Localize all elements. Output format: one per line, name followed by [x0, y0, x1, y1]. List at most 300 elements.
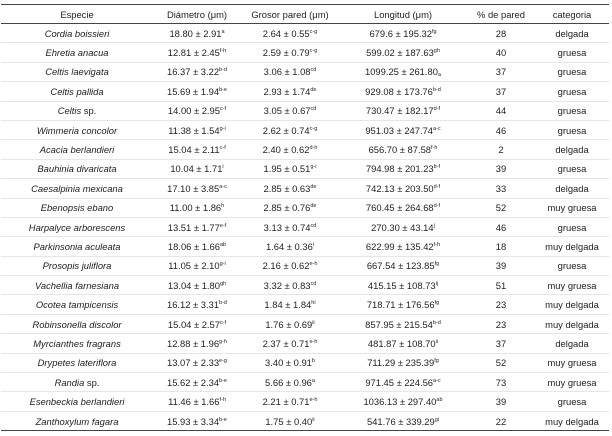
length-value: 742.13 ± 203.50 [365, 182, 434, 194]
length-value: 415.15 ± 108.73 [367, 279, 436, 291]
diameter-value: 15.93 ± 3.34 [166, 415, 220, 427]
wall-thickness-significance: g-i [310, 164, 317, 171]
diameter-value: 18.80 ± 2.91 [169, 27, 222, 39]
diameter-cell [153, 314, 241, 333]
species-cell [1, 82, 153, 101]
length-significance: ab [436, 397, 443, 404]
table-row [1, 256, 609, 275]
length-value: 656.70 ± 87.58 [368, 144, 432, 156]
length-significance: a-c [433, 377, 441, 384]
diameter-cell [153, 411, 241, 430]
wall-thickness-value: 2.40 ± 0.62 [262, 144, 310, 156]
wall-thickness-cell [241, 140, 339, 159]
length-value: 1099.25 ± 261.80 [365, 66, 438, 78]
species-name: Celtis laevigata [45, 66, 109, 78]
species-cell [1, 101, 153, 120]
header-grosor-pared: Grosor pared (μm) [241, 5, 339, 24]
length-significance: f-h [433, 241, 441, 248]
wall-thickness-cell [241, 43, 339, 62]
table-row [1, 411, 609, 430]
length-cell [339, 334, 467, 353]
length-cell [339, 237, 467, 256]
wall-thickness-value: 3.13 ± 0.74 [263, 221, 311, 233]
data-table [1, 4, 609, 431]
diameter-significance: e-f [219, 222, 227, 229]
species-name: Caesalpinia mexicana [31, 182, 123, 194]
length-value: 622.99 ± 135.42 [365, 240, 434, 252]
wall-thickness-significance: ii [312, 319, 315, 326]
category-cell: gruesa [535, 159, 609, 178]
length-significance: gh [433, 48, 440, 55]
length-significance: fg [434, 261, 440, 268]
diameter-cell [153, 159, 241, 178]
length-value: 718.71 ± 176.56 [366, 299, 435, 311]
category-cell: muy gruesa [535, 276, 609, 295]
diameter-value: 16.12 ± 3.31 [166, 299, 220, 311]
wall-thickness-cell [241, 120, 339, 139]
length-value: 730.47 ± 182.17 [365, 105, 434, 117]
species-cell [1, 43, 153, 62]
header-row [1, 5, 609, 24]
length-cell [339, 256, 467, 275]
category-cell: muy gruesa [535, 373, 609, 392]
diameter-cell [153, 237, 241, 256]
category-cell: gruesa [535, 101, 609, 120]
length-significance: a-c [433, 125, 441, 132]
species-cell [1, 24, 153, 43]
length-significance: fg [434, 300, 440, 307]
diameter-cell [153, 373, 241, 392]
wall-percent-cell: 39 [467, 159, 535, 178]
wall-thickness-significance: c-g [309, 28, 318, 35]
length-value: 857.95 ± 215.54 [365, 318, 433, 330]
wall-thickness-value: 1.84 ± 1.84 [264, 299, 312, 311]
length-significance: ii [435, 338, 439, 345]
length-cell [339, 101, 467, 120]
species-cell [1, 256, 153, 275]
diameter-value: 15.04 ± 2.11 [168, 144, 220, 156]
wall-thickness-significance: cd [310, 222, 317, 229]
category-cell: delgada [535, 334, 609, 353]
species-name: Wimmeria concolor [36, 124, 118, 136]
diameter-significance: c-f [219, 106, 227, 113]
wall-thickness-cell [241, 82, 339, 101]
category-cell: muy delgada [535, 237, 609, 256]
diameter-significance: c-f [219, 319, 227, 326]
wall-thickness-value: 2.85 ± 0.63 [263, 182, 311, 194]
diameter-significance: ab [219, 241, 227, 248]
header-categoria: categoria [535, 5, 609, 24]
wall-percent-cell: 23 [467, 295, 535, 314]
length-significance: f-h [431, 145, 438, 152]
length-value: 667.54 ± 123.85 [366, 260, 435, 272]
species-name: Bauhinia divaricata [37, 163, 117, 175]
wall-thickness-significance: cd [310, 106, 317, 113]
table-row [1, 295, 609, 314]
wall-thickness-cell [241, 334, 339, 353]
wall-thickness-value: 1.64 ± 0.36 [265, 240, 313, 252]
diameter-value: 13.51 ± 1.77 [167, 221, 220, 233]
table-row [1, 237, 609, 256]
diameter-cell [153, 295, 241, 314]
wall-thickness-significance: cd [310, 67, 317, 74]
diameter-significance: i [222, 164, 224, 171]
wall-thickness-significance: c-g [309, 125, 318, 132]
length-cell [339, 295, 467, 314]
species-name: Esenbeckia berlandieri [29, 396, 125, 408]
wall-thickness-value: 2.37 ± 0.71 [262, 337, 310, 349]
wall-percent-cell: 51 [467, 276, 535, 295]
wall-thickness-value: 3.06 ± 1.08 [263, 66, 311, 78]
wall-thickness-significance: de [310, 86, 317, 93]
header-porcentaje-pared: % de pared [467, 5, 535, 24]
wall-percent-cell: 23 [467, 314, 535, 333]
species-cell [1, 334, 153, 353]
species-name: Ebenopsis ebano [40, 202, 114, 214]
length-value: 270.30 ± 43.14 [371, 221, 434, 233]
wall-thickness-significance: b [311, 358, 315, 365]
diameter-cell [153, 353, 241, 372]
wall-thickness-value: 2.62 ± 0.74 [262, 124, 310, 136]
length-cell [339, 373, 467, 392]
length-significance: b-f [433, 164, 441, 171]
wall-thickness-significance: i [312, 241, 315, 248]
wall-thickness-significance: hi [311, 300, 316, 307]
wall-percent-cell: 2 [467, 140, 535, 159]
wall-thickness-cell [241, 217, 339, 236]
table-row [1, 62, 609, 81]
wall-thickness-significance: ii [312, 416, 315, 423]
length-cell [339, 24, 467, 43]
wall-percent-cell: 39 [467, 392, 535, 411]
wall-thickness-significance: a [311, 377, 315, 384]
length-cell [339, 120, 467, 139]
length-significance: fg [434, 358, 439, 365]
table-row [1, 179, 609, 198]
wall-percent-cell: 37 [467, 82, 535, 101]
table-row [1, 314, 609, 333]
wall-thickness-cell [241, 353, 339, 372]
length-value: 929.08 ± 173.76 [365, 85, 433, 97]
diameter-significance: g-i [219, 261, 226, 268]
wall-thickness-value: 2.93 ± 1.74 [263, 85, 311, 97]
length-significance: d-f [433, 203, 441, 210]
diameter-value: 12.81 ± 2.45 [167, 47, 220, 59]
wall-percent-cell: 33 [467, 179, 535, 198]
wall-thickness-value: 3.05 ± 0.67 [263, 105, 311, 117]
species-cell [1, 120, 153, 139]
species-cell [1, 159, 153, 178]
species-cell [1, 276, 153, 295]
wall-thickness-value: 2.85 ± 0.76 [263, 202, 311, 214]
wall-thickness-significance: d-h [309, 145, 318, 152]
category-cell: gruesa [535, 82, 609, 101]
species-name: Prosopis juliflora [42, 260, 112, 272]
diameter-cell [153, 179, 241, 198]
table-row [1, 217, 609, 236]
wall-thickness-value: 1.76 ± 0.69 [265, 318, 313, 330]
wall-thickness-value: 2.16 ± 0.62 [262, 260, 310, 272]
length-cell [339, 392, 467, 411]
wall-percent-cell: 52 [467, 198, 535, 217]
wall-thickness-cell [241, 373, 339, 392]
diameter-value: 11.05 ± 2.10 [168, 260, 220, 272]
table-row [1, 101, 609, 120]
diameter-significance: f-h [219, 397, 226, 404]
length-significance: d-f [433, 106, 441, 113]
diameter-significance: b-d [219, 67, 227, 74]
species-cell [1, 140, 153, 159]
length-cell [339, 198, 467, 217]
species-cell [1, 373, 153, 392]
diameter-cell [153, 392, 241, 411]
species-cell [1, 295, 153, 314]
wall-percent-cell: 22 [467, 411, 535, 430]
diameter-significance: gh [219, 280, 227, 287]
diameter-significance: b-e [219, 377, 227, 384]
length-cell [339, 276, 467, 295]
wall-percent-cell: 37 [467, 334, 535, 353]
species-cell [1, 62, 153, 81]
wall-thickness-cell [241, 295, 339, 314]
wall-thickness-significance: e-h [309, 338, 318, 345]
length-cell [339, 179, 467, 198]
category-cell: muy delgada [535, 411, 609, 430]
header-especie: Especie [1, 5, 153, 24]
diameter-cell [153, 334, 241, 353]
length-cell [339, 314, 467, 333]
table-row [1, 140, 609, 159]
wall-thickness-significance: c-g [309, 48, 318, 55]
species-name: Ehretia anacua [45, 47, 109, 59]
wall-thickness-cell [241, 62, 339, 81]
species-name: Vachellia farnesiana [34, 279, 120, 291]
diameter-significance: g-i [219, 125, 226, 132]
wall-thickness-cell [241, 159, 339, 178]
species-cell [1, 179, 153, 198]
category-cell: gruesa [535, 120, 609, 139]
table-row [1, 373, 609, 392]
species-cell [1, 353, 153, 372]
wall-thickness-value: 1.95 ± 0.51 [263, 163, 311, 175]
length-value: 599.02 ± 187.63 [366, 47, 434, 59]
diameter-cell [153, 101, 241, 120]
species-name: Drypetes lateriflora [37, 357, 117, 369]
length-value: 951.03 ± 247.74 [365, 124, 434, 136]
wall-percent-cell: 46 [467, 120, 535, 139]
diameter-cell [153, 120, 241, 139]
table-row [1, 159, 609, 178]
wall-percent-cell: 18 [467, 237, 535, 256]
wall-percent-cell: 40 [467, 43, 535, 62]
diameter-significance: b-d [219, 300, 227, 307]
length-cell [339, 217, 467, 236]
species-cell [1, 198, 153, 217]
table-row [1, 24, 609, 43]
wall-percent-cell: 39 [467, 256, 535, 275]
species-name: Robinsonella discolor [32, 318, 122, 330]
category-cell: delgada [535, 179, 609, 198]
length-significance: d-f [433, 183, 441, 190]
length-cell [339, 140, 467, 159]
category-cell: muy gruesa [535, 353, 609, 372]
category-cell: muy gruesa [535, 198, 609, 217]
diameter-cell [153, 24, 241, 43]
wall-thickness-cell [241, 179, 339, 198]
table-row [1, 198, 609, 217]
diameter-value: 11.00 ± 1.86 [169, 202, 222, 214]
diameter-significance: b-e [219, 86, 227, 93]
species-name: Zanthoxylum fagara [35, 415, 119, 427]
diameter-cell [153, 276, 241, 295]
wall-thickness-significance: de [310, 183, 317, 190]
table-row [1, 392, 609, 411]
diameter-significance: f-h [219, 48, 227, 55]
diameter-value: 13.04 ± 1.80 [167, 279, 220, 291]
wall-thickness-cell [241, 237, 339, 256]
species-cell [1, 217, 153, 236]
diameter-cell [153, 256, 241, 275]
category-cell: gruesa [535, 62, 609, 81]
length-significance: a [437, 72, 441, 79]
diameter-cell [153, 43, 241, 62]
category-cell: gruesa [535, 256, 609, 275]
wall-thickness-cell [241, 24, 339, 43]
diameter-significance: g-h [219, 338, 227, 345]
length-cell [339, 353, 467, 372]
table-row [1, 334, 609, 353]
diameter-cell [153, 62, 241, 81]
diameter-value: 13.07 ± 2.33 [166, 357, 220, 369]
length-significance: b-d [432, 319, 441, 326]
category-cell: delgada [535, 24, 609, 43]
length-significance: j [433, 222, 435, 229]
wall-thickness-significance: cd [310, 280, 317, 287]
diameter-value: 10.04 ± 1.71 [170, 163, 223, 175]
wall-thickness-cell [241, 276, 339, 295]
wall-percent-cell: 73 [467, 373, 535, 392]
species-suffix: sp. [84, 376, 100, 388]
wall-thickness-significance: e-h [309, 397, 318, 404]
diameter-value: 18.06 ± 1.66 [167, 240, 220, 252]
length-significance: b-d [432, 86, 441, 93]
diameter-cell [153, 140, 241, 159]
species-name: Cordia boissieri [44, 27, 110, 39]
wall-thickness-cell [241, 411, 339, 430]
length-value: 794.98 ± 201.23 [365, 163, 434, 175]
wall-thickness-value: 2.64 ± 0.55 [262, 27, 310, 39]
wall-thickness-cell [241, 198, 339, 217]
diameter-value: 15.69 ± 1.94 [166, 85, 220, 97]
category-cell: muy delgada [535, 295, 609, 314]
table-row [1, 353, 609, 372]
diameter-cell [153, 217, 241, 236]
header-longitud: Longitud (μm) [339, 5, 467, 24]
wall-percent-cell: 37 [467, 62, 535, 81]
species-name: Celtis [57, 105, 82, 117]
length-significance: ij [435, 280, 439, 287]
wall-thickness-value: 1.75 ± 0.40 [265, 415, 313, 427]
wall-thickness-value: 5.66 ± 0.96 [265, 376, 312, 388]
diameter-value: 12.88 ± 1.96 [166, 337, 220, 349]
wall-thickness-cell [241, 314, 339, 333]
wall-thickness-significance: de [310, 203, 317, 210]
category-cell: delgada [535, 140, 609, 159]
wall-percent-cell: 46 [467, 217, 535, 236]
species-name: Randia [54, 376, 85, 388]
wall-percent-cell: 52 [467, 353, 535, 372]
diameter-significance: b-e [219, 416, 227, 423]
species-name: Parkinsonia aculeata [33, 240, 121, 252]
species-name: Ocotea tampicensis [35, 299, 119, 311]
diameter-significance: h [221, 203, 225, 210]
length-value: 760.45 ± 264.68 [365, 202, 434, 214]
wall-thickness-cell [241, 256, 339, 275]
length-cell [339, 43, 467, 62]
species-cell [1, 237, 153, 256]
species-name: Myrcianthes fragrans [33, 337, 121, 349]
wall-thickness-cell [241, 101, 339, 120]
species-name: Harpalyce arborescens [28, 221, 126, 233]
diameter-value: 11.46 ± 1.66 [168, 396, 220, 408]
species-name: Acacia berlandieri [39, 144, 115, 156]
table-row [1, 276, 609, 295]
diameter-value: 14.00 ± 2.95 [167, 105, 220, 117]
header-diametro: Diámetro (μm) [153, 5, 241, 24]
diameter-value: 17.10 ± 3.85 [167, 182, 220, 194]
species-cell [1, 314, 153, 333]
diameter-significance: a [221, 28, 225, 35]
table-row [1, 120, 609, 139]
table-header [1, 5, 609, 24]
diameter-value: 15.04 ± 2.57 [167, 318, 220, 330]
length-significance: fg [431, 28, 437, 35]
length-cell [339, 82, 467, 101]
length-value: 971.45 ± 224.56 [365, 376, 434, 388]
table-row [1, 43, 609, 62]
species-cell [1, 392, 153, 411]
wall-percent-cell: 44 [467, 101, 535, 120]
length-cell [339, 159, 467, 178]
diameter-value: 11.38 ± 1.54 [168, 124, 220, 136]
wall-percent-cell: 28 [467, 24, 535, 43]
length-value: 711.29 ± 235.39 [367, 357, 435, 369]
length-cell [339, 62, 467, 81]
diameter-cell [153, 82, 241, 101]
length-value: 541.76 ± 339.29 [367, 415, 435, 427]
wall-thickness-value: 3.40 ± 0.91 [265, 357, 312, 369]
length-significance: gi [434, 416, 439, 423]
diameter-significance: a-c [219, 183, 227, 190]
length-cell [339, 411, 467, 430]
category-cell: gruesa [535, 392, 609, 411]
wall-thickness-significance: e-h [309, 261, 318, 268]
diameter-significance: c-f [219, 145, 226, 152]
species-suffix: sp. [81, 105, 97, 117]
wall-thickness-value: 2.21 ± 0.71 [262, 396, 310, 408]
wall-thickness-cell [241, 392, 339, 411]
table-body [1, 24, 609, 431]
table-row [1, 82, 609, 101]
category-cell: gruesa [535, 217, 609, 236]
diameter-value: 15.62 ± 2.34 [166, 376, 220, 388]
wall-thickness-value: 2.59 ± 0.79 [262, 47, 310, 59]
length-value: 1036.13 ± 297.40 [363, 396, 437, 408]
diameter-cell [153, 198, 241, 217]
species-cell [1, 411, 153, 430]
category-cell: gruesa [535, 43, 609, 62]
length-value: 679.6 ± 195.32 [369, 27, 432, 39]
